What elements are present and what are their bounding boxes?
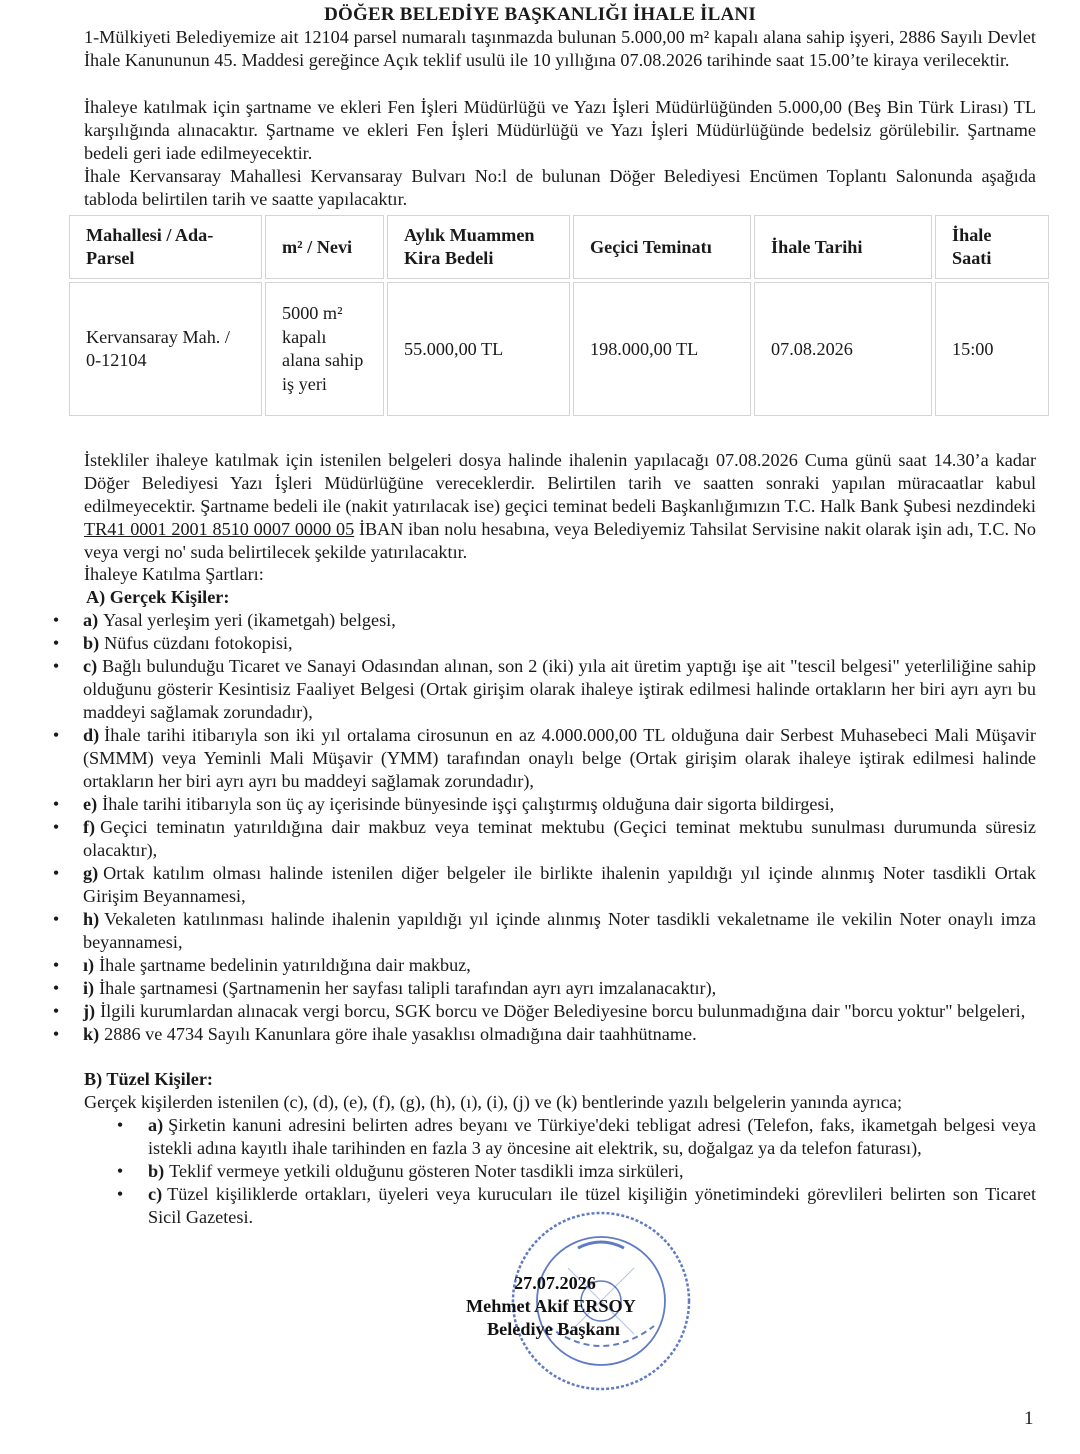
item-letter: g)	[83, 863, 99, 883]
item-letter: j)	[83, 1001, 96, 1021]
paragraph-specification-fee: İhaleye katılmak için şartname ve ekleri Fen İşleri Müdürlüğü ve Yazı İşleri Müdürlüğünden 5.000,00 (Beş Bin Türk Lirası) TL karşılığında alınacaktır. Şartname ve ekleri Fen İşleri Müdürlüğü ve Yazı İşleri Müdürlüğünde bedelsiz görülebilir. Şartname bedeli geri iade edilmeyecektir.	[84, 97, 1036, 163]
tender-table	[66, 212, 1052, 419]
bullet-icon: •	[52, 955, 60, 975]
item-letter: ı)	[83, 955, 95, 975]
header-mahalle: Mahallesi / Ada-Parsel	[69, 215, 262, 279]
bullet-icon: •	[52, 1001, 60, 1021]
bullet-icon: •	[52, 1024, 60, 1044]
bullet-icon: •	[52, 610, 60, 630]
bullet-icon: •	[52, 794, 60, 814]
bullet-icon: •	[52, 978, 60, 998]
list-item	[50, 724, 1036, 793]
header-nevi: m² / Nevi	[265, 215, 384, 279]
item-text: Vekaleten katılınması halinde ihalenin yapıldığı yıl içinde alınmış Noter tasdikli vekaletname ile vekilin Noter onaylı imza beyannamesi,	[83, 909, 1036, 952]
cell-tarih: 07.08.2026	[754, 282, 932, 416]
header-saat: İhale Saati	[935, 215, 1049, 279]
cell-saat: 15:00	[935, 282, 1049, 416]
list-item	[114, 1160, 1036, 1183]
item-text: İhale tarihi itibarıyla son üç ay içerisinde bünyesinde işçi çalıştırmış olduğuna dair sigorta bildirgesi,	[102, 794, 835, 814]
item-text: İhale şartnamesi (Şartnamenin her sayfası talipli tarafından ayrı ayrı imzalanacaktır),	[99, 978, 717, 998]
bullet-icon: •	[52, 909, 60, 929]
header-teminat: Geçici Teminatı	[573, 215, 751, 279]
table-row	[69, 282, 1049, 416]
iban-number: TR41 0001 2001 8510 0007 0000 05	[84, 519, 355, 539]
list-item	[50, 793, 1036, 816]
item-text: İhale tarihi itibarıyla son iki yıl ortalama cirosunun en az 4.000.000,00 TL olduğuna dair Serbest Muhasebeci Mali Müşavir (SMMM) veya Yeminli Mali Müşavir (YMM) tarafından onaylı belge (Ortak girişim olarak ihaleye iştirak edilmesi halinde ortakların her biri ayrı ayrı bu maddeyi sağlamak zorundadır),	[83, 725, 1036, 791]
list-item	[50, 908, 1036, 954]
submission-text: İstekliler ihaleye katılmak için istenilen belgeleri dosya halinde ihalenin yapılacağı 07.08.2026 Cuma günü saat 14.30’a kadar Döğer Belediyesi Yazı İşleri Müdürlüğüne vereceklerdir. Belirtilen tarih ve saatten sonraki yapılan müracaatlar kabul edilmeyecektir. Şartname bedeli ile (nakit yatırılacak ise) geçici teminat bedeli Başkanlığımızın T.C. Halk Bank Şubesi nezdindeki	[84, 450, 1036, 516]
signature-title: Belediye Başkanı	[487, 1319, 620, 1339]
list-item	[50, 954, 1036, 977]
paragraph-tender-location: İhale Kervansaray Mahallesi Kervansaray Bulvarı No:l de bulunan Döğer Belediyesi Encümen Toplantı Salonunda aşağıda tabloda belirtilen tarih ve saatte yapılacaktır.	[84, 166, 1036, 209]
header-kira: Aylık Muammen Kira Bedeli	[387, 215, 570, 279]
natural-persons-heading: A) Gerçek Kişiler:	[86, 587, 230, 607]
cell-teminat: 198.000,00 TL	[573, 282, 751, 416]
list-item	[50, 816, 1036, 862]
item-letter: a)	[148, 1115, 164, 1135]
bullet-icon: •	[116, 1161, 124, 1181]
cell-kira: 55.000,00 TL	[387, 282, 570, 416]
bullet-icon: •	[116, 1184, 124, 1204]
announcement-title: DÖĞER BELEDİYE BAŞKANLIĞI İHALE İLANI	[324, 4, 756, 25]
item-text: Teklif vermeye yetkili olduğunu gösteren Noter tasdikli imza sirküleri,	[169, 1161, 684, 1181]
list-item	[50, 862, 1036, 908]
paragraph-submission-rules	[84, 449, 1036, 564]
signature-name: Mehmet Akif ERSOY	[466, 1296, 636, 1316]
item-letter: b)	[83, 633, 100, 653]
item-text: İlgili kurumlardan alınacak vergi borcu, SGK borcu ve Döğer Belediyesine borcu bulunmadığına dair "borcu yoktur" belgeleri,	[100, 1001, 1026, 1021]
list-item	[50, 632, 1036, 655]
list-item	[50, 1023, 1036, 1046]
bullet-icon: •	[52, 725, 60, 745]
participation-conditions-heading: İhaleye Katılma Şartları:	[84, 564, 264, 584]
item-text: Nüfus cüzdanı fotokopisi,	[104, 633, 293, 653]
bullet-icon: •	[52, 863, 60, 883]
item-text: İhale şartname bedelinin yatırıldığına dair makbuz,	[99, 955, 471, 975]
legal-entities-heading: B) Tüzel Kişiler:	[84, 1069, 213, 1089]
list-item	[50, 609, 1036, 632]
list-item	[50, 1000, 1036, 1023]
paragraph-property-description: 1-Mülkiyeti Belediyemize ait 12104 parsel numaralı taşınmazda bulunan 5.000,00 m² kapalı alana sahip işyeri, 2886 Sayılı Devlet İhale Kanununun 45. Maddesi gereğince Açık teklif usulü ile 10 yıllığına 07.08.2026 tarihinde saat 15.00’te kiraya verilecektir.	[84, 27, 1036, 70]
item-letter: e)	[83, 794, 98, 814]
item-text: Tüzel kişiliklerde ortakları, üyeleri veya kurucuları ile tüzel kişiliğin yönetimindeki görevlileri belirten son Ticaret Sicil Gazetesi.	[148, 1184, 1036, 1227]
submission-text-end: İBAN iban nolu hesabına, veya Belediyemiz Tahsilat Servisine nakit olarak işin adı, T.C. No veya vergi no' suda belirtilecek şekilde yatırılacaktır.	[84, 519, 1037, 562]
item-text: Yasal yerleşim yeri (ikametgah) belgesi,	[103, 610, 396, 630]
item-letter: c)	[148, 1184, 163, 1204]
legal-entities-intro: Gerçek kişilerden istenilen (c), (d), (e), (f), (g), (h), (ı), (i), (j) ve (k) bentlerinde yazılı belgelerin yanında ayrıca;	[84, 1092, 903, 1112]
list-item	[50, 977, 1036, 1000]
item-letter: i)	[83, 978, 95, 998]
item-text: Bağlı bulunduğu Ticaret ve Sanayi Odasından alınan, son 2 (iki) yıla ait üretim yaptığı işe ait "tescil belgesi" yeterliliğine sahip olduğunu gösterir Kesintisiz Faaliyet Belgesi (Ortak girişim olarak ihaleye iştirak edilmesi halinde ortakların her biri ayrı ayrı bu maddeyi sağlamak zorundadır),	[83, 656, 1036, 722]
item-text: Şirketin kanuni adresini belirten adres beyanı ve Türkiye'deki tebligat adresi (Telefon, faks, ikametgah belgesi veya istekli adına kayıtlı ihale tarihinden en fazla 3 ay öncesine ait elektrik, su, doğalgaz ya da telefon faturası),	[148, 1115, 1036, 1158]
item-text: 2886 ve 4734 Sayılı Kanunlara göre ihale yasaklısı olmadığına dair taahhütname.	[104, 1024, 697, 1044]
header-tarih: İhale Tarihi	[754, 215, 932, 279]
bullet-icon: •	[52, 633, 60, 653]
item-text: Ortak katılım olması halinde istenilen diğer belgeler ile birlikte ihalenin yapıldığı yıl içinde alınmış Noter tasdikli Ortak Girişim Beyannamesi,	[83, 863, 1036, 906]
item-letter: c)	[83, 656, 98, 676]
item-letter: f)	[83, 817, 96, 837]
bullet-icon: •	[116, 1115, 124, 1135]
signature-date: 27.07.2026	[514, 1273, 596, 1293]
page-number: 1	[1024, 1408, 1034, 1429]
cell-nevi: 5000 m² kapalı alana sahip iş yeri	[265, 282, 384, 416]
item-letter: h)	[83, 909, 100, 929]
item-letter: k)	[83, 1024, 100, 1044]
table-header-row	[69, 215, 1049, 279]
item-letter: d)	[83, 725, 100, 745]
cell-mahalle: Kervansaray Mah. / 0-12104	[69, 282, 262, 416]
bullet-icon: •	[52, 656, 60, 676]
item-letter: b)	[148, 1161, 165, 1181]
list-item	[50, 655, 1036, 724]
list-item	[114, 1114, 1036, 1160]
natural-persons-list	[50, 609, 1036, 1046]
bullet-icon: •	[52, 817, 60, 837]
item-letter: a)	[83, 610, 99, 630]
item-text: Geçici teminatın yatırıldığına dair makbuz veya teminat mektubu (Geçici teminat mektubu sunulması durumunda süresiz olacaktır),	[83, 817, 1036, 860]
